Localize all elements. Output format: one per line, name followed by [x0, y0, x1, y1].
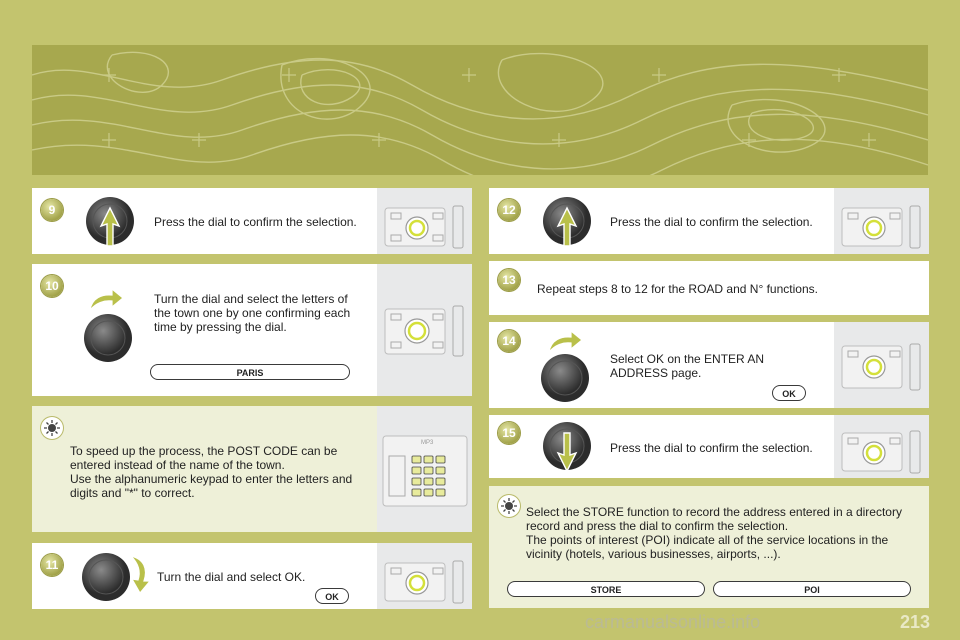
turn-arrow-icon [86, 286, 126, 314]
step-15-text: Press the dial to confirm the selection. [610, 441, 813, 455]
dial-icon [82, 312, 134, 364]
step-15-panel [489, 415, 929, 478]
tip-2-panel [489, 486, 929, 608]
page-number: 213 [900, 612, 931, 632]
step-14-text: Select OK on the ENTER AN ADDRESS page. [610, 352, 765, 380]
dial-icon [539, 352, 591, 404]
step-11-panel [32, 543, 472, 609]
paris-label: PARIS [150, 364, 350, 380]
step-number-badge: 11 [41, 554, 63, 576]
keypad-radio-image [377, 406, 472, 532]
tip-lightbulb-icon [498, 495, 520, 517]
step-number-badge: 12 [498, 199, 520, 221]
tip-1-panel [32, 406, 472, 532]
tip-lightbulb-icon [41, 417, 63, 439]
radio-unit-image [834, 188, 929, 254]
step-13-panel [489, 261, 929, 315]
step-number-badge: 15 [498, 422, 520, 444]
step-10-text: Turn the dial and select the letters of the town one by one confirming each time by pressing the dial. [154, 292, 351, 334]
step-10-panel [32, 264, 472, 396]
radio-unit-image [377, 543, 472, 609]
dial-press-icon [82, 194, 138, 252]
step-number-badge: 9 [41, 199, 63, 221]
radio-unit-image [834, 322, 929, 408]
turn-down-arrow-icon [126, 553, 154, 595]
tip-2-text-line1: Select the STORE function to record the address entered in a directory record and press the dial to confirm the selection. [526, 505, 902, 533]
step-11-text: Turn the dial and select OK. [157, 570, 306, 584]
dial-press-icon [539, 419, 595, 477]
watermark-text: carmanualsonline.info [585, 612, 761, 632]
topographic-banner [32, 45, 928, 175]
step-13-text: Repeat steps 8 to 12 for the ROAD and N° functions. [537, 282, 818, 296]
step-number-badge: 13 [498, 269, 520, 291]
dial-press-icon [539, 194, 595, 252]
step-number-badge: 14 [498, 330, 520, 352]
tip-2-text-line2: The points of interest (POI) indicate all of the service locations in the vicinity (hotels, various businesses, airports, ...). [526, 533, 889, 561]
step-12-panel [489, 188, 929, 254]
radio-unit-image [834, 415, 929, 478]
tip-1-text-line2: Use the alphanumeric keypad to enter the letters and digits and "*" to correct. [70, 472, 353, 500]
ok-label: OK [772, 385, 806, 401]
mp3-screen-label: MP3 [421, 440, 434, 446]
tip-1-text-line1: To speed up the process, the POST CODE can be entered instead of the name of the town. [70, 444, 338, 472]
radio-unit-image [377, 188, 472, 254]
ok-label: OK [315, 588, 349, 604]
dial-icon [80, 551, 132, 603]
step-9-panel [32, 188, 472, 254]
step-14-panel [489, 322, 929, 408]
step-number-badge: 10 [41, 275, 63, 297]
store-label: STORE [507, 581, 705, 597]
radio-unit-image [377, 264, 472, 396]
step-9-text: Press the dial to confirm the selection. [154, 215, 357, 229]
poi-label: POI [713, 581, 911, 597]
step-12-text: Press the dial to confirm the selection. [610, 215, 813, 229]
